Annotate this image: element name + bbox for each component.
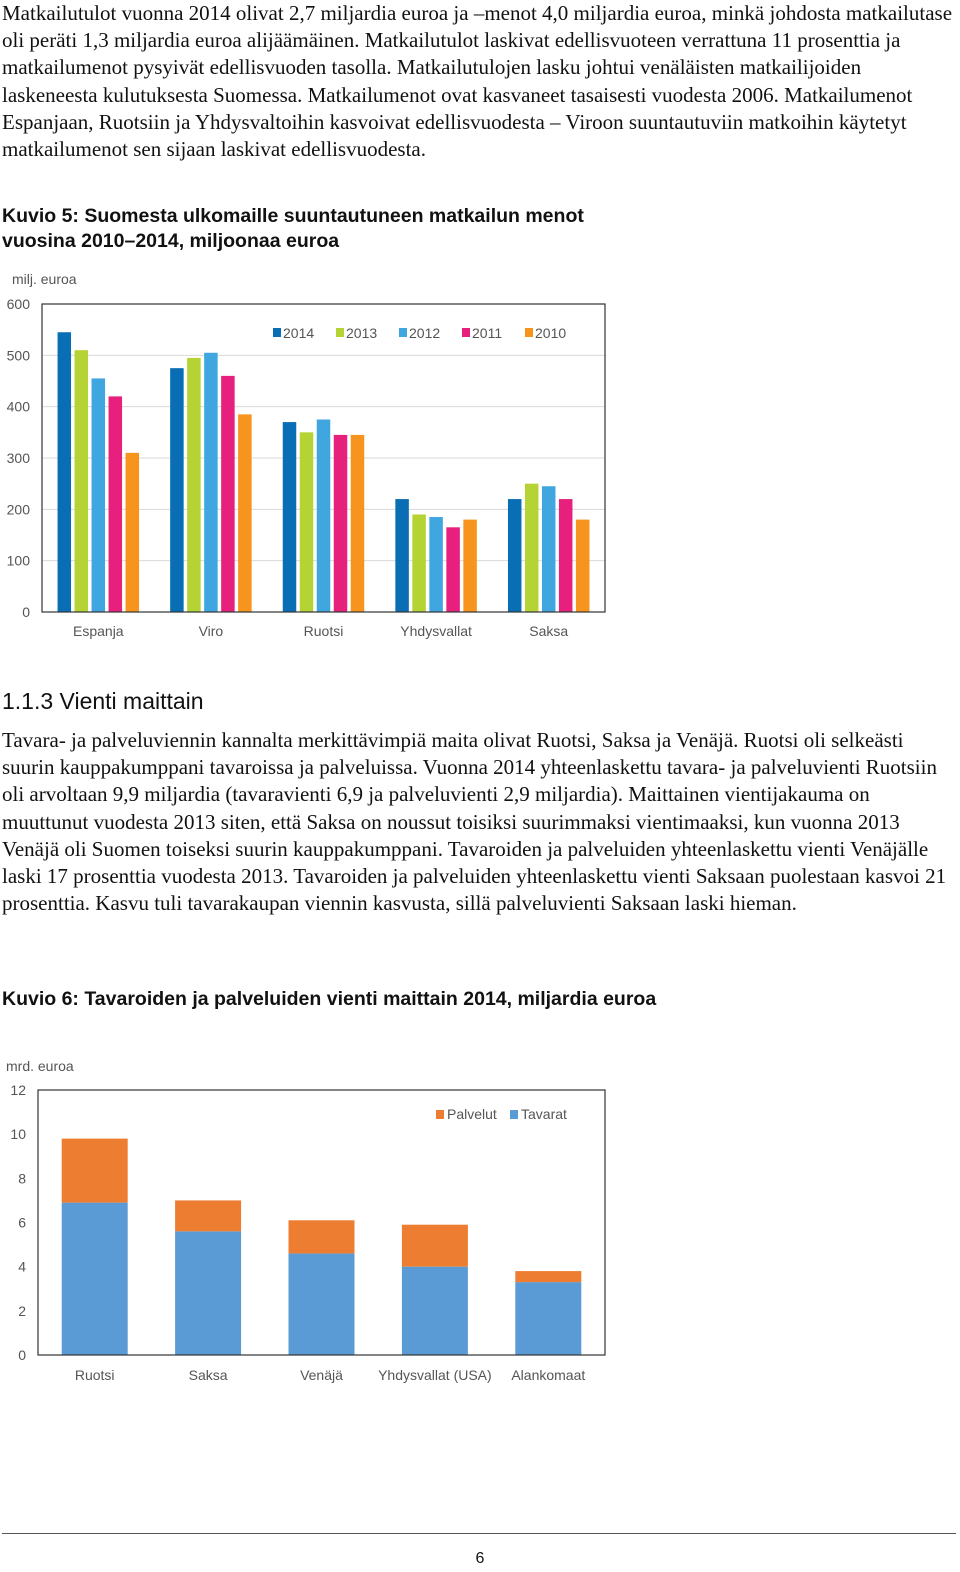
y-axis-unit-label: mrd. euroa <box>6 1058 74 1074</box>
bar-espanja-2014 <box>58 332 72 612</box>
bar-alankomaat-tavarat <box>515 1282 581 1355</box>
bar-saksa-2012 <box>542 486 556 612</box>
bar-saksa-2013 <box>525 484 539 612</box>
legend-label-2010: 2010 <box>535 325 567 341</box>
chart-5-svg <box>0 262 640 647</box>
x-tick-label: Ruotsi <box>303 623 344 639</box>
bar-ruotsi-palvelut <box>62 1139 128 1203</box>
legend-label-2014: 2014 <box>283 325 315 341</box>
bar-yhdysvallat-usa-palvelut <box>402 1225 468 1267</box>
y-tick-label: 600 <box>6 296 30 312</box>
intro-paragraph: Matkailutulot vuonna 2014 olivat 2,7 miljardia euroa ja –menot 4,0 miljardia euroa, minkä johdosta matkailutase oli peräti 1,3 miljardia euroa alijäämäinen. Matkailutulot laskivat edellisvuoteen verrattuna 11 prosenttia ja matkailumenot pysyivät edellisvuoden tasolla. Matkailutulojen lasku johtui venäläisten matkailijoiden laskeneesta kulutuksesta Suomessa. Matkailumenot ovat kasvaneet tasaisesti vuodesta 2006. Matkailumenot Espanjaan, Ruotsiin ja Yhdysvaltoihin kasvoivat edellisvuodesta – Viroon suuntautuviin matkoihin käytetyt matkailumenot sen sijaan laskivat edellisvuodesta. <box>2 1 953 162</box>
bar-viro-2011 <box>221 376 235 612</box>
legend-swatch-2010 <box>525 328 533 337</box>
bar-yhdysvallat-2012 <box>429 517 443 612</box>
y-tick-label: 8 <box>18 1170 26 1187</box>
y-axis-unit-label: milj. euroa <box>12 271 77 287</box>
bar-viro-2012 <box>204 353 218 612</box>
y-tick-label: 400 <box>6 398 30 415</box>
bar-yhdysvallat-2013 <box>412 514 426 612</box>
x-tick-label: Espanja <box>73 623 124 639</box>
legend-label-2011: 2011 <box>472 325 503 341</box>
bar-ruotsi-2014 <box>283 422 297 612</box>
y-tick-label: 2 <box>18 1302 26 1319</box>
legend-swatch-palvelut <box>436 1110 444 1119</box>
x-tick-label: Saksa <box>529 623 569 639</box>
bar-saksa-2014 <box>508 499 522 612</box>
y-tick-label: 4 <box>18 1258 26 1275</box>
x-tick-label: Yhdysvallat (USA) <box>378 1367 492 1383</box>
legend-label-2012: 2012 <box>409 325 441 341</box>
bar-yhdysvallat-2014 <box>395 499 409 612</box>
footer-rule <box>2 1533 956 1534</box>
bar-ruotsi-2010 <box>351 435 365 612</box>
bar-viro-2014 <box>170 368 184 612</box>
export-paragraph: Tavara- ja palveluviennin kannalta merkittävimpiä maita olivat Ruotsi, Saksa ja Venäjä. Ruotsi oli selkeästi suurin kauppakumppani tavaroissa ja palveluissa. Vuonna 2014 yhteenlaskettu tavara- ja palveluvienti Ruotsiin oli arvoltaan 9,9 miljardia (tavaravienti 6,9 ja palveluvienti 2,9 miljardia). Maittainen vientijakauma on muuttunut vuodesta 2013 siten, että Saksa on noussut toisiksi suurimmaksi vientimaaksi, kun vuonna 2013 Venäjä oli Suomen toiseksi suurin kauppakumppani. Tavaroiden ja palveluiden yhteenlaskettu vienti Venäjälle laski 17 prosenttia vuodesta 2013. Tavaroiden ja palveluiden yhteenlaskettu vienti Saksaan puolestaan kasvoi 21 prosenttia. Kasvu tuli tavarakaupan viennin kasvusta, sillä palveluvienti Saksaan laski hieman. <box>2 728 947 916</box>
bar-saksa-2011 <box>559 499 573 612</box>
legend-label-palvelut: Palvelut <box>447 1106 497 1122</box>
legend-swatch-2011 <box>462 328 470 337</box>
bar-ruotsi-tavarat <box>62 1203 128 1355</box>
y-tick-label: 10 <box>10 1126 26 1143</box>
bar-saksa-tavarat <box>175 1231 241 1355</box>
y-tick-label: 0 <box>18 1347 26 1363</box>
figure-5-caption: Kuvio 5: Suomesta ulkomaille suuntautuneen matkailun menot vuosina 2010–2014, miljoonaa euroa <box>2 205 584 252</box>
bar-viro-2010 <box>238 414 252 612</box>
bar-alankomaat-palvelut <box>515 1271 581 1282</box>
bar-yhdysvallat-2011 <box>446 527 460 612</box>
y-tick-label: 300 <box>6 450 30 466</box>
legend-swatch-2014 <box>273 328 281 337</box>
figure-6-caption: Kuvio 6: Tavaroiden ja palveluiden vienti maittain 2014, miljardia euroa <box>2 988 657 1010</box>
section-heading: 1.1.3 Vienti maittain <box>2 688 204 714</box>
y-tick-label: 6 <box>18 1214 26 1231</box>
y-tick-label: 100 <box>6 552 30 569</box>
y-tick-label: 0 <box>22 604 30 620</box>
figure-5-chart <box>0 262 640 652</box>
y-tick-label: 200 <box>6 501 30 518</box>
y-tick-label: 500 <box>6 347 30 364</box>
bar-espanja-2011 <box>109 396 123 612</box>
bar-ruotsi-2011 <box>334 435 348 612</box>
bar-viro-2013 <box>187 358 201 612</box>
bar-saksa-2010 <box>576 520 590 612</box>
x-tick-label: Viro <box>198 623 224 639</box>
bar-ruotsi-2012 <box>317 420 331 613</box>
x-tick-label: Alankomaat <box>511 1367 586 1383</box>
bar-espanja-2012 <box>92 378 106 612</box>
y-tick-label: 12 <box>10 1082 26 1098</box>
bar-yhdysvallat-usa-tavarat <box>402 1267 468 1355</box>
bar-yhdysvallat-2010 <box>463 520 477 612</box>
bar-saksa-palvelut <box>175 1200 241 1231</box>
bar-ven-j-tavarat <box>289 1253 355 1355</box>
bar-espanja-2010 <box>126 453 140 612</box>
page-number: 6 <box>475 1550 485 1567</box>
bar-ruotsi-2013 <box>300 432 314 612</box>
bar-ven-j-palvelut <box>289 1220 355 1253</box>
legend-swatch-2012 <box>399 328 407 337</box>
legend-label-tavarat: Tavarat <box>521 1106 567 1122</box>
x-tick-label: Yhdysvallat <box>400 623 472 639</box>
x-tick-label: Saksa <box>188 1367 228 1383</box>
legend-swatch-tavarat <box>510 1110 518 1119</box>
figure-6-chart <box>0 1048 640 1398</box>
x-tick-label: Ruotsi <box>74 1367 115 1383</box>
legend-label-2013: 2013 <box>346 325 378 341</box>
legend-swatch-2013 <box>336 328 344 337</box>
chart-6-svg <box>0 1048 640 1393</box>
bar-espanja-2013 <box>75 350 89 612</box>
x-tick-label: Venäjä <box>300 1367 343 1383</box>
